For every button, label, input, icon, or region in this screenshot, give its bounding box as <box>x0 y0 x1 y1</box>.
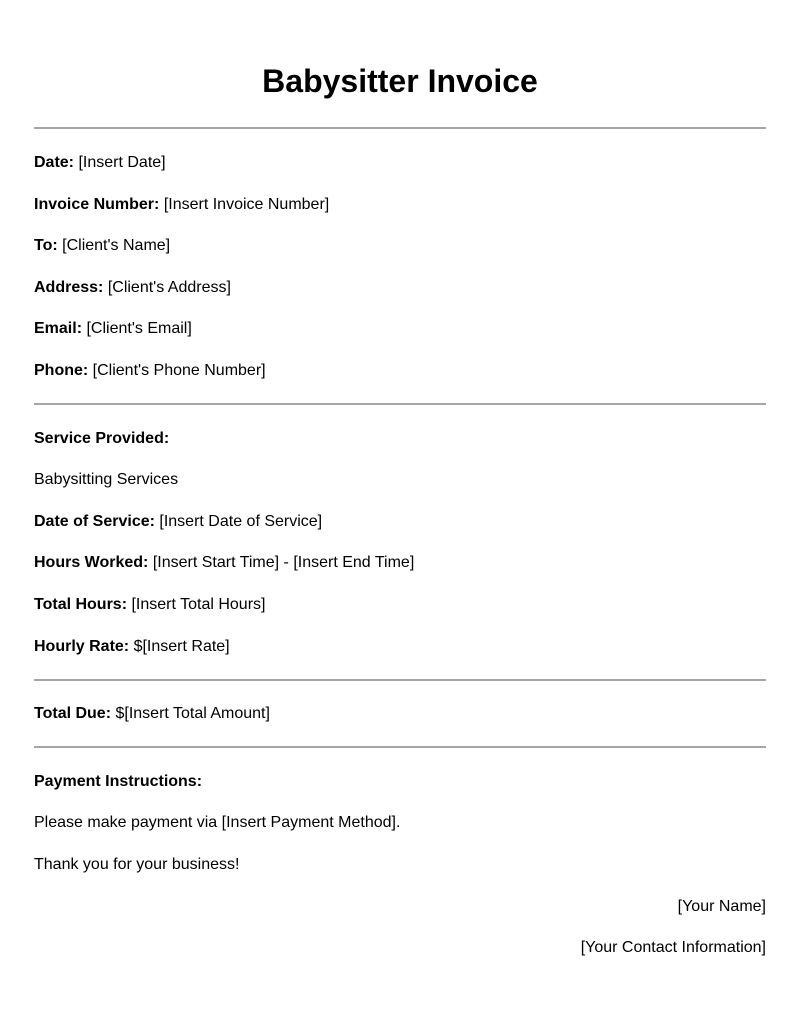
address-label: Address: <box>34 279 104 296</box>
to-row <box>34 236 170 256</box>
hours-worked-row <box>34 553 414 573</box>
total-hours-label: Total Hours: <box>34 596 128 613</box>
date-value: [Insert Date] <box>78 154 166 171</box>
total-due-row <box>34 704 270 724</box>
thank-you-note: Thank you for your business! <box>34 856 240 873</box>
signature-name: [Your Name] <box>677 898 766 915</box>
address-value: [Client's Address] <box>107 279 231 296</box>
payment-heading-row <box>34 772 202 792</box>
invoice-number-label: Invoice Number: <box>34 196 160 213</box>
date-of-service-value: [Insert Date of Service] <box>159 513 323 530</box>
date-of-service-label: Date of Service: <box>34 513 155 530</box>
phone-label: Phone: <box>34 362 89 379</box>
date-of-service-row <box>34 512 322 532</box>
email-value: [Client's Email] <box>86 320 192 337</box>
service-heading-row <box>34 429 169 449</box>
page-title: Babysitter Invoice <box>262 63 538 99</box>
phone-value: [Client's Phone Number] <box>92 362 266 379</box>
service-heading: Service Provided: <box>34 430 170 447</box>
total-due-label: Total Due: <box>34 705 112 722</box>
email-label: Email: <box>34 320 83 337</box>
service-description: Babysitting Services <box>34 471 179 488</box>
signature-contact: [Your Contact Information] <box>580 939 766 956</box>
email-row <box>34 319 192 339</box>
to-value: [Client's Name] <box>62 237 171 254</box>
hours-worked-value: [Insert Start Time] - [Insert End Time] <box>152 554 415 571</box>
payment-heading: Payment Instructions: <box>34 773 203 790</box>
invoice-number-row <box>34 195 329 215</box>
payment-instructions: Please make payment via [Insert Payment Method]. <box>34 814 401 831</box>
total-hours-row <box>34 595 265 615</box>
date-row <box>34 153 166 173</box>
divider <box>34 127 766 129</box>
hourly-rate-value: $[Insert Rate] <box>133 638 230 655</box>
total-hours-value: [Insert Total Hours] <box>131 596 266 613</box>
address-row <box>34 278 231 298</box>
divider <box>34 403 766 405</box>
phone-row <box>34 361 266 381</box>
hours-worked-label: Hours Worked: <box>34 554 149 571</box>
divider <box>34 679 766 681</box>
to-label: To: <box>34 237 58 254</box>
total-due-value: $[Insert Total Amount] <box>115 705 270 722</box>
date-label: Date: <box>34 154 75 171</box>
invoice-number-value: [Insert Invoice Number] <box>163 196 330 213</box>
hourly-rate-row <box>34 637 230 657</box>
hourly-rate-label: Hourly Rate: <box>34 638 130 655</box>
divider <box>34 746 766 748</box>
